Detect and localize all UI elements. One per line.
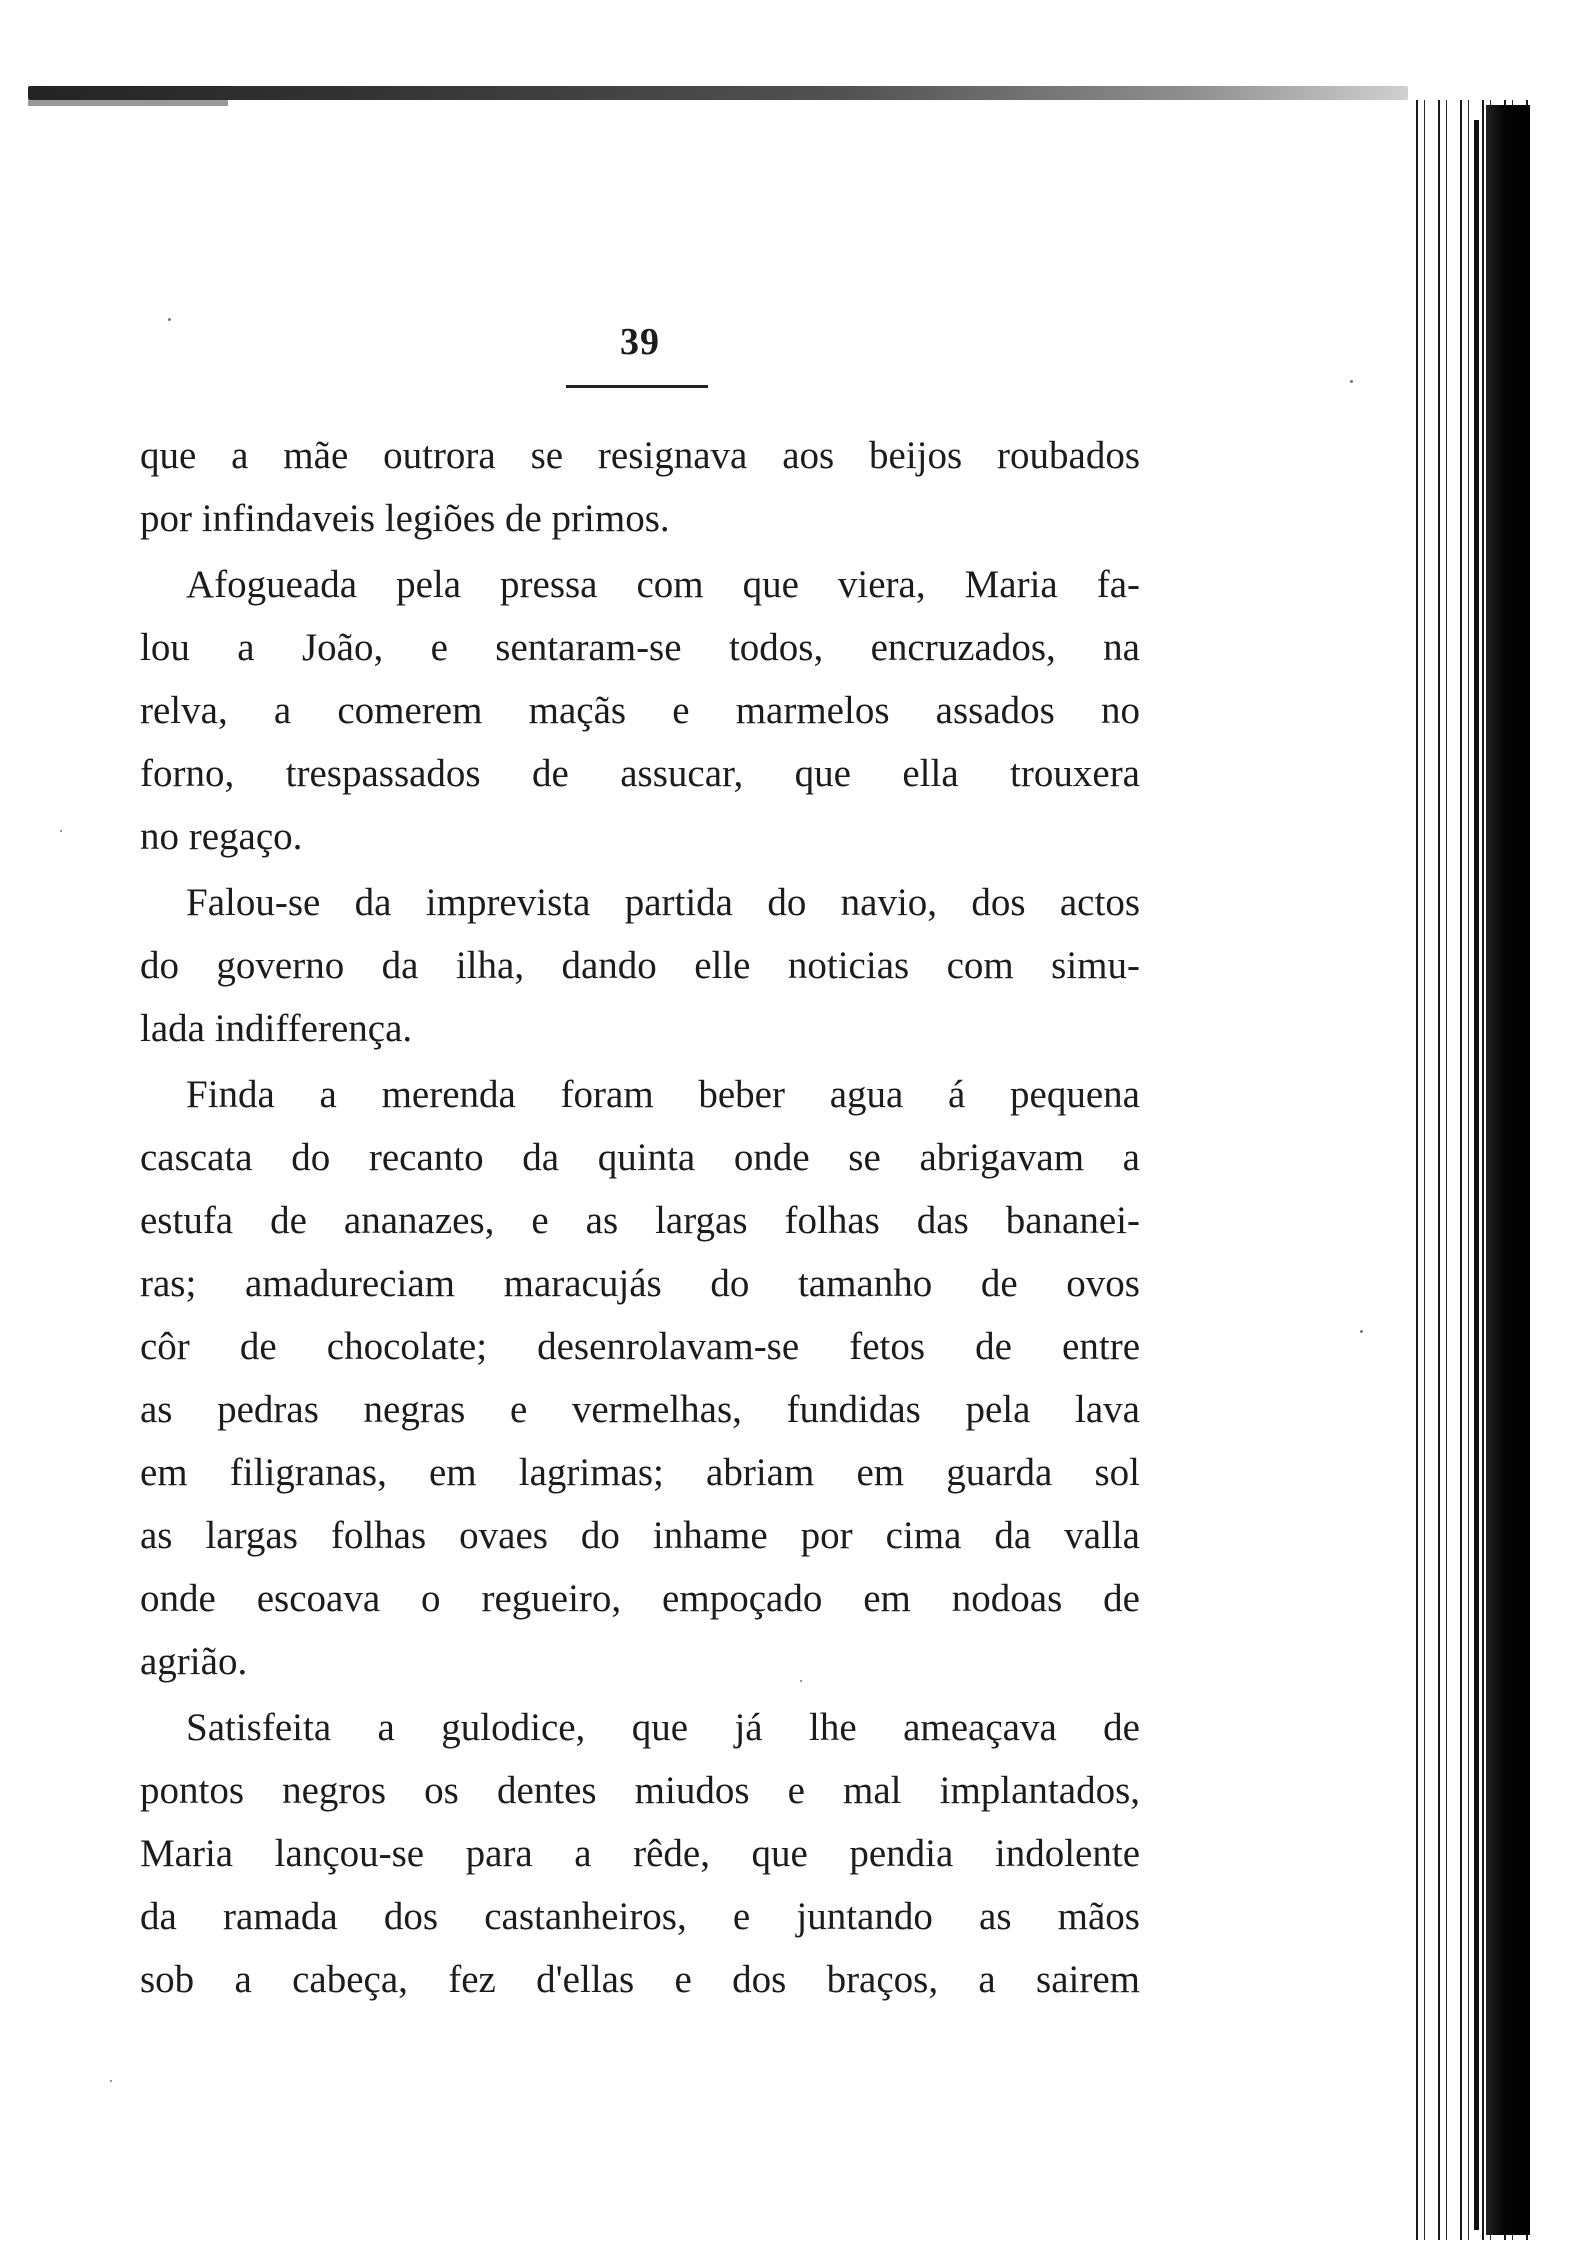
text-line: cascata do recanto da quinta onde se abrigavam a [140, 1136, 1140, 1179]
text-line: em filigranas, em lagrimas; abriam em guarda sol [140, 1451, 1140, 1494]
book-spine-shadow [1486, 105, 1530, 2235]
page-number: 39 [620, 321, 660, 363]
text-line: lada indifferença. [140, 1007, 413, 1050]
text-line: Afogueada pela pressa com que viera, Maria fa- [186, 563, 1140, 606]
text-line: ras; amadureciam maracujás do tamanho de ovos [140, 1262, 1140, 1305]
top-border-shadow [28, 100, 228, 106]
scan-speck [1360, 1330, 1363, 1333]
text-line: do governo da ilha, dando elle noticias com simu- [140, 944, 1140, 987]
text-line: Finda a merenda foram beber agua á pequena [186, 1073, 1140, 1116]
scan-speck [168, 318, 171, 321]
text-line: Falou-se da imprevista partida do navio, dos actos [186, 881, 1140, 924]
top-border-rule [28, 86, 1408, 100]
text-line: as pedras negras e vermelhas, fundidas pela lava [140, 1388, 1140, 1431]
text-line: côr de chocolate; desenrolavam-se fetos de entre [140, 1325, 1140, 1368]
text-line: forno, trespassados de assucar, que ella trouxera [140, 752, 1140, 795]
scan-speck [60, 830, 62, 832]
text-line: Maria lançou-se para a rêde, que pendia indolente [140, 1832, 1140, 1875]
text-line: agrião. [140, 1640, 248, 1683]
page-number-rule [566, 385, 708, 388]
scan-speck [110, 2080, 112, 2082]
text-line: as largas folhas ovaes do inhame por cima da valla [140, 1514, 1140, 1557]
text-line: relva, a comerem maçãs e marmelos assados no [140, 689, 1140, 732]
text-line: que a mãe outrora se resignava aos beijos roubados [140, 434, 1140, 477]
text-line: Satisfeita a gulodice, que já lhe ameaçava de [186, 1706, 1140, 1749]
text-line: lou a João, e sentaram-se todos, encruzados, na [140, 626, 1140, 669]
text-line: estufa de ananazes, e as largas folhas das bananei- [140, 1199, 1140, 1242]
body-text [140, 424, 1140, 2011]
text-line: onde escoava o regueiro, empoçado em nodoas de [140, 1577, 1140, 1620]
book-spine-line [1474, 120, 1479, 2230]
scan-speck [1350, 380, 1353, 383]
text-line: no regaço. [140, 815, 303, 858]
text-line: da ramada dos castanheiros, e juntando as mãos [140, 1895, 1140, 1938]
text-line: pontos negros os dentes miudos e mal implantados, [140, 1769, 1140, 1812]
text-line: por infindaveis legiões de primos. [140, 497, 670, 540]
text-line: sob a cabeça, fez d'ellas e dos braços, a sairem [140, 1958, 1140, 2001]
scan-speck [800, 1680, 802, 1682]
